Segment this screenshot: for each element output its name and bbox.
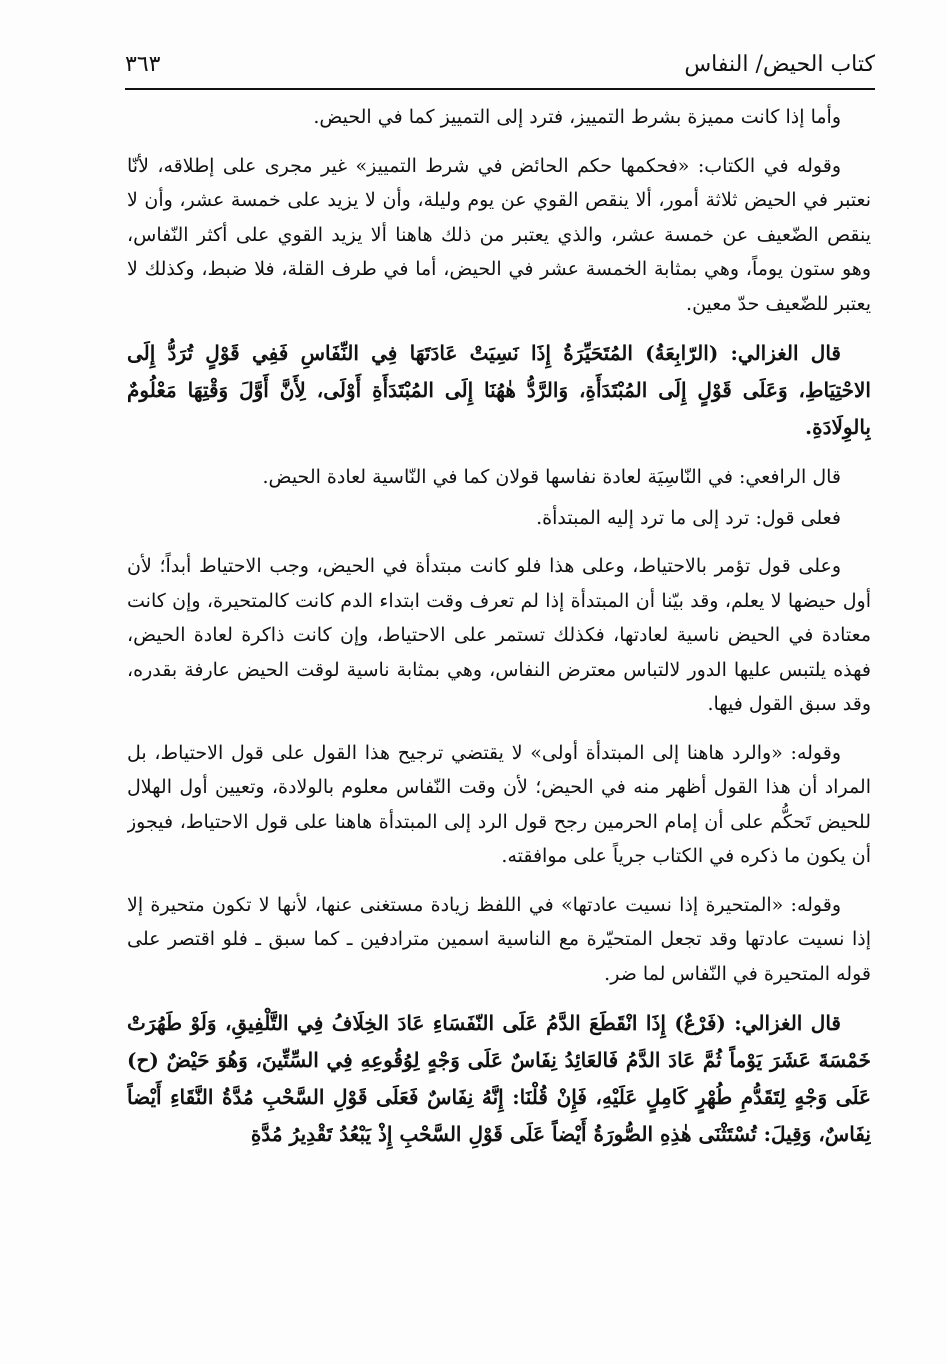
paragraph: وقوله: «والرد هاهنا إلى المبتدأة أولى» لا يقتضي ترجيح هذا القول على قول الاحتياط، بل المراد أن هذا القول أظهر منه في الحيض؛ لأن وقت النّفاس معلوم بالولادة، وتعيين أول الهلال للحيض تَحكُّم على أن إمام الحرمين رجح قول الرد إلى المبتدأة هاهنا على قول الاحتياط، فيجوز أن يكون ما ذكره في الكتاب جرياً على موافقته. xyxy=(127,741,871,867)
paragraph: وقوله في الكتاب: «فحكمها حكم الحائض في شرط التمييز» غير مجرى على إطلاقه، لأنّا نعتبر في الحيض ثلاثة أمور، ألا ينقص القوي عن يوم وليلة، وأن لا يزيد على خمسة عشر، وأن لا ينقص الضّعيف عن خمسة عشر، والذي يعتبر من ذلك هاهنا ألا يزيد القوي على أكثر النّفاس، وهو ستون يوماً، وهي بمثابة الخمسة عشر في الحيض، أما في طرف القلة، فلا ضبط، وكذلك لا يعتبر للضّعيف حدّ معين. xyxy=(127,154,871,315)
paragraph: فعلى قول: ترد إلى ما ترد إليه المبتدأة. xyxy=(536,506,841,529)
paragraph: وقوله: «المتحيرة إذا نسيت عادتها» في اللفظ زيادة مستغنى عنها، لأنها لا تكون متحيرة إلا إذا نسيت عادتها وقد تجعل المتحيّرة مع الناسية اسمين مترادفين ـ كما سبق ـ فلو اقتصر على قوله المتحيرة في النّفاس لما ضر. xyxy=(127,893,871,985)
paragraph: وأما إذا كانت مميزة بشرط التمييز، فترد إلى التمييز كما في الحيض. xyxy=(313,106,841,128)
paragraph: قال الرافعي: في النّاسِيَة لعادة نفاسها قولان كما في النّاسية لعادة الحيض. xyxy=(262,466,841,488)
ghazali-quote: قال الغزالي: (فَرْعٌ) إِذَا انْقَطَعَ الدَّمُ عَلَى النّفَسَاءِ عَادَ الخِلَافُ فِي التَّلْفِيقِ، وَلَوْ طَهُرَتْ خَمْسَةَ عَشَرَ يَوْماً ثُمَّ عَادَ الدَّمُ فَالعَائِدُ نِفَاسٌ عَلَى وَجْهٍ لِوُقُوعِهِ فِي السِّتِّينَ، وَهُوَ حَيْضٌ (ح) عَلَى وَجْهٍ لِتَقَدُّمِ طُهْرٍ كَامِلٍ عَلَيْهِ، فَإِنْ قُلْنَا: إِنَّهُ نِفَاسٌ فَعَلَى قَوْلِ السَّحْبِ مُدَّةُ النَّقَاءِ أَيْضاً نِفَاسٌ، وَقِيلَ: تُسْتَثْنَى هٰذِهِ الصُّورَةُ أَيْضاً عَلَى قَوْلِ السَّحْبِ إِذْ يَبْعُدُ تَقْدِيرُ مُدَّةِ xyxy=(127,1011,871,1146)
page-number: ٣٦٣ xyxy=(125,51,161,77)
running-title: كتاب الحيض/ النفاس xyxy=(684,51,875,77)
ghazali-quote: قال الغزالي: (الرّابِعَةُ) المُتَحَيِّرَةُ إِذَا نَسِيَتْ عَادَتَهَا فِي النِّفَاسِ فَفِي قَوْلٍ تُرَدُّ إِلَى الاحْتِيَاطِ، وَعَلَى قَوْلٍ إِلَى المُبْتَدَأَةِ، وَالرَّدُّ هٰهُنَا إِلَى المُبْتَدَأَةِ أَوْلَى، لِأَنَّ أَوَّلَ وَقْتِهَا مَعْلُومٌ بِالوِلَادَةِ. xyxy=(127,341,871,439)
paragraph: وعلى قول تؤمر بالاحتياط، وعلى هذا فلو كانت مبتدأة في الحيض، وجب الاحتياط أبداً؛ لأن أول حيضها لا يعلم، وقد بيّنا أن المبتدأة إذا لم تعرف وقت ابتداء الدم كانت كالمتحيرة، وإن كانت معتادة في الحيض ناسية لعادتها، فكذلك تستمر على الاحتياط، وإن كانت ذاكرة لعادة الحيض، فهذه يلتبس عليها الدور لالتباس معترض النفاس، وهي بمثابة ناسية لوقت الحيض عارفة بقدره، وقد سبق القول فيها. xyxy=(127,555,871,715)
header-rule xyxy=(125,88,875,90)
page-body xyxy=(127,100,871,1350)
page-header xyxy=(125,44,875,84)
